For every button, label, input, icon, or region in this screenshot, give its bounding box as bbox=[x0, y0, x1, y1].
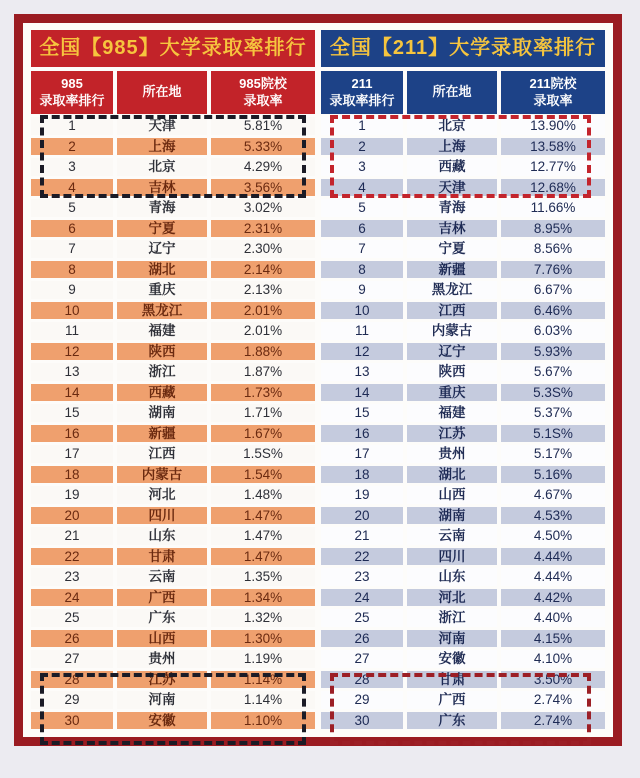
table-row bbox=[31, 527, 315, 545]
table-row bbox=[31, 609, 315, 627]
table-row bbox=[31, 240, 315, 258]
table-row bbox=[321, 281, 605, 299]
table-row bbox=[321, 138, 605, 156]
cell-province: 陕西 bbox=[407, 363, 497, 381]
cell-province: 辽宁 bbox=[117, 240, 207, 258]
cell-rank: 3 bbox=[321, 158, 403, 176]
cell-province: 内蒙古 bbox=[117, 466, 207, 484]
cell-rate: 1.88% bbox=[211, 343, 315, 361]
cell-rate: 1.34% bbox=[211, 589, 315, 607]
cell-rank: 30 bbox=[31, 712, 113, 730]
cell-rank: 29 bbox=[321, 691, 403, 709]
cell-rate: 3.02% bbox=[211, 199, 315, 217]
red-frame-border bbox=[14, 14, 622, 746]
cell-rate: 1.47% bbox=[211, 507, 315, 525]
cell-rate: 8.95% bbox=[501, 220, 605, 238]
cell-rank: 22 bbox=[31, 548, 113, 566]
table-row bbox=[321, 425, 605, 443]
cell-province: 广东 bbox=[117, 609, 207, 627]
column-header-rank: 985 录取率排行 bbox=[31, 71, 113, 114]
cell-province: 河北 bbox=[407, 589, 497, 607]
cell-province: 天津 bbox=[117, 117, 207, 135]
table-row bbox=[321, 527, 605, 545]
cell-province: 安徽 bbox=[407, 650, 497, 668]
table-row bbox=[321, 384, 605, 402]
cell-province: 湖南 bbox=[117, 404, 207, 422]
table-row bbox=[321, 507, 605, 525]
cell-province: 福建 bbox=[407, 404, 497, 422]
cell-rank: 28 bbox=[31, 671, 113, 689]
table-row bbox=[321, 712, 605, 730]
cell-rate: 5.17% bbox=[501, 445, 605, 463]
table-row bbox=[31, 486, 315, 504]
cell-rate: 1.71% bbox=[211, 404, 315, 422]
cell-rank: 14 bbox=[321, 384, 403, 402]
table-985-rows bbox=[31, 117, 315, 729]
table-row bbox=[321, 486, 605, 504]
cell-rank: 15 bbox=[321, 404, 403, 422]
table-row bbox=[31, 691, 315, 709]
cell-rate: 5.16% bbox=[501, 466, 605, 484]
table-row bbox=[31, 425, 315, 443]
cell-province: 甘肃 bbox=[407, 671, 497, 689]
cell-rank: 18 bbox=[31, 466, 113, 484]
cell-province: 陕西 bbox=[117, 343, 207, 361]
cell-rate: 4.67% bbox=[501, 486, 605, 504]
cell-province: 宁夏 bbox=[117, 220, 207, 238]
table-row bbox=[31, 671, 315, 689]
cell-province: 新疆 bbox=[117, 425, 207, 443]
cell-rank: 8 bbox=[31, 261, 113, 279]
cell-rate: 13.58% bbox=[501, 138, 605, 156]
cell-rank: 27 bbox=[321, 650, 403, 668]
cell-rate: 5.3S% bbox=[501, 384, 605, 402]
cell-rank: 27 bbox=[31, 650, 113, 668]
table-row bbox=[321, 220, 605, 238]
table-row bbox=[321, 117, 605, 135]
cell-province: 云南 bbox=[117, 568, 207, 586]
cell-province: 贵州 bbox=[117, 650, 207, 668]
cell-province: 贵州 bbox=[407, 445, 497, 463]
cell-rank: 1 bbox=[321, 117, 403, 135]
cell-rank: 19 bbox=[31, 486, 113, 504]
cell-rate: 2.31% bbox=[211, 220, 315, 238]
cell-rank: 24 bbox=[321, 589, 403, 607]
cell-rate: 1.67% bbox=[211, 425, 315, 443]
cell-province: 吉林 bbox=[117, 179, 207, 197]
cell-rank: 9 bbox=[31, 281, 113, 299]
table-row bbox=[31, 199, 315, 217]
cell-rate: 11.66% bbox=[501, 199, 605, 217]
cell-rank: 12 bbox=[31, 343, 113, 361]
table-211-title: 全国【211】大学录取率排行 bbox=[321, 30, 605, 67]
cell-rank: 19 bbox=[321, 486, 403, 504]
cell-province: 云南 bbox=[407, 527, 497, 545]
cell-rate: 12.68% bbox=[501, 179, 605, 197]
cell-rate: 2.14% bbox=[211, 261, 315, 279]
cell-rank: 16 bbox=[321, 425, 403, 443]
table-985-title: 全国【985】大学录取率排行 bbox=[31, 30, 315, 67]
table-row bbox=[321, 199, 605, 217]
cell-province: 江西 bbox=[117, 445, 207, 463]
table-row bbox=[31, 650, 315, 668]
cell-province: 青海 bbox=[407, 199, 497, 217]
table-row bbox=[321, 630, 605, 648]
cell-rate: 5.1S% bbox=[501, 425, 605, 443]
cell-rank: 12 bbox=[321, 343, 403, 361]
cell-rank: 17 bbox=[31, 445, 113, 463]
table-row bbox=[31, 281, 315, 299]
cell-province: 湖北 bbox=[117, 261, 207, 279]
cell-province: 重庆 bbox=[407, 384, 497, 402]
cell-province: 西藏 bbox=[117, 384, 207, 402]
cell-rank: 11 bbox=[321, 322, 403, 340]
cell-province: 北京 bbox=[407, 117, 497, 135]
cell-province: 山东 bbox=[117, 527, 207, 545]
table-row bbox=[31, 384, 315, 402]
table-211-rows bbox=[321, 117, 605, 729]
cell-rank: 25 bbox=[321, 609, 403, 627]
cell-rate: 4.15% bbox=[501, 630, 605, 648]
cell-rate: 1.32% bbox=[211, 609, 315, 627]
cell-rate: 7.76% bbox=[501, 261, 605, 279]
cell-rank: 22 bbox=[321, 548, 403, 566]
cell-rank: 26 bbox=[321, 630, 403, 648]
cell-province: 山东 bbox=[407, 568, 497, 586]
cell-rank: 28 bbox=[321, 671, 403, 689]
cell-rate: 2.30% bbox=[211, 240, 315, 258]
table-row bbox=[31, 261, 315, 279]
table-row bbox=[321, 445, 605, 463]
cell-province: 广东 bbox=[407, 712, 497, 730]
cell-rate: 6.03% bbox=[501, 322, 605, 340]
cell-rank: 6 bbox=[321, 220, 403, 238]
cell-province: 湖南 bbox=[407, 507, 497, 525]
cell-rank: 21 bbox=[31, 527, 113, 545]
table-row bbox=[31, 507, 315, 525]
cell-province: 北京 bbox=[117, 158, 207, 176]
cell-province: 江苏 bbox=[117, 671, 207, 689]
cell-rate: 1.14% bbox=[211, 691, 315, 709]
cell-province: 福建 bbox=[117, 322, 207, 340]
cell-province: 河北 bbox=[117, 486, 207, 504]
table-row bbox=[321, 568, 605, 586]
table-row bbox=[321, 302, 605, 320]
cell-province: 上海 bbox=[117, 138, 207, 156]
cell-rank: 7 bbox=[321, 240, 403, 258]
cell-rate: 2.74% bbox=[501, 712, 605, 730]
cell-province: 安徽 bbox=[117, 712, 207, 730]
table-985 bbox=[31, 30, 315, 732]
cell-rank: 29 bbox=[31, 691, 113, 709]
cell-rate: 4.44% bbox=[501, 548, 605, 566]
cell-rate: 1.87% bbox=[211, 363, 315, 381]
cell-province: 广西 bbox=[407, 691, 497, 709]
cell-rank: 2 bbox=[31, 138, 113, 156]
cell-province: 新疆 bbox=[407, 261, 497, 279]
column-header-province: 所在地 bbox=[117, 71, 207, 114]
table-row bbox=[31, 179, 315, 197]
cell-rank: 23 bbox=[321, 568, 403, 586]
cell-rate: 4.10% bbox=[501, 650, 605, 668]
table-row bbox=[31, 158, 315, 176]
table-row bbox=[321, 589, 605, 607]
cell-rate: 6.67% bbox=[501, 281, 605, 299]
cell-rank: 13 bbox=[321, 363, 403, 381]
cell-rate: 2.01% bbox=[211, 322, 315, 340]
cell-rate: 1.47% bbox=[211, 527, 315, 545]
cell-rate: 4.42% bbox=[501, 589, 605, 607]
cell-rate: 5.37% bbox=[501, 404, 605, 422]
cell-rank: 3 bbox=[31, 158, 113, 176]
cell-rate: 3.50% bbox=[501, 671, 605, 689]
cell-province: 山西 bbox=[407, 486, 497, 504]
cell-rank: 16 bbox=[31, 425, 113, 443]
table-row bbox=[31, 548, 315, 566]
cell-rank: 21 bbox=[321, 527, 403, 545]
cell-rate: 4.29% bbox=[211, 158, 315, 176]
table-row bbox=[31, 712, 315, 730]
cell-rate: 6.46% bbox=[501, 302, 605, 320]
cell-rate: 1.30% bbox=[211, 630, 315, 648]
tables-container bbox=[23, 23, 613, 739]
cell-rate: 2.74% bbox=[501, 691, 605, 709]
cell-province: 江苏 bbox=[407, 425, 497, 443]
cell-rank: 10 bbox=[31, 302, 113, 320]
table-row bbox=[31, 568, 315, 586]
cell-rank: 20 bbox=[31, 507, 113, 525]
cell-province: 浙江 bbox=[407, 609, 497, 627]
cell-rank: 14 bbox=[31, 384, 113, 402]
cell-rate: 4.44% bbox=[501, 568, 605, 586]
cell-rate: 5.81% bbox=[211, 117, 315, 135]
table-row bbox=[321, 548, 605, 566]
cell-rate: 1.19% bbox=[211, 650, 315, 668]
table-row bbox=[321, 240, 605, 258]
table-row bbox=[321, 158, 605, 176]
cell-province: 黑龙江 bbox=[117, 302, 207, 320]
cell-rank: 4 bbox=[321, 179, 403, 197]
cell-province: 四川 bbox=[407, 548, 497, 566]
cell-rate: 13.90% bbox=[501, 117, 605, 135]
cell-province: 吉林 bbox=[407, 220, 497, 238]
table-row bbox=[321, 691, 605, 709]
cell-rank: 6 bbox=[31, 220, 113, 238]
table-985-column-headers bbox=[31, 71, 315, 114]
cell-province: 重庆 bbox=[117, 281, 207, 299]
table-row bbox=[321, 466, 605, 484]
cell-rate: 1.10% bbox=[211, 712, 315, 730]
cell-province: 江西 bbox=[407, 302, 497, 320]
cell-rate: 2.01% bbox=[211, 302, 315, 320]
column-header-rank: 211 录取率排行 bbox=[321, 71, 403, 114]
cell-rate: 3.56% bbox=[211, 179, 315, 197]
column-header-rate: 985院校 录取率 bbox=[211, 71, 315, 114]
table-row bbox=[321, 671, 605, 689]
cell-rank: 5 bbox=[321, 199, 403, 217]
table-211-column-headers bbox=[321, 71, 605, 114]
cell-rank: 15 bbox=[31, 404, 113, 422]
cell-province: 湖北 bbox=[407, 466, 497, 484]
table-row bbox=[31, 363, 315, 381]
table-row bbox=[321, 363, 605, 381]
cell-rate: 1.48% bbox=[211, 486, 315, 504]
cell-province: 四川 bbox=[117, 507, 207, 525]
cell-rank: 4 bbox=[31, 179, 113, 197]
cell-rate: 5.67% bbox=[501, 363, 605, 381]
table-row bbox=[31, 404, 315, 422]
cell-rank: 30 bbox=[321, 712, 403, 730]
table-row bbox=[321, 404, 605, 422]
column-header-rate: 211院校 录取率 bbox=[501, 71, 605, 114]
cell-rate: 4.40% bbox=[501, 609, 605, 627]
table-row bbox=[321, 343, 605, 361]
cell-rank: 5 bbox=[31, 199, 113, 217]
cell-rate: 1.5S% bbox=[211, 445, 315, 463]
cell-rate: 8.56% bbox=[501, 240, 605, 258]
cell-rank: 17 bbox=[321, 445, 403, 463]
cell-province: 广西 bbox=[117, 589, 207, 607]
table-row bbox=[31, 630, 315, 648]
cell-rank: 20 bbox=[321, 507, 403, 525]
cell-rate: 1.14% bbox=[211, 671, 315, 689]
table-row bbox=[31, 220, 315, 238]
table-row bbox=[31, 589, 315, 607]
table-row bbox=[31, 466, 315, 484]
cell-rank: 25 bbox=[31, 609, 113, 627]
column-header-province: 所在地 bbox=[407, 71, 497, 114]
cell-rank: 7 bbox=[31, 240, 113, 258]
table-row bbox=[31, 117, 315, 135]
table-row bbox=[321, 650, 605, 668]
table-row bbox=[321, 609, 605, 627]
cell-rank: 11 bbox=[31, 322, 113, 340]
cell-rate: 5.93% bbox=[501, 343, 605, 361]
cell-province: 河南 bbox=[407, 630, 497, 648]
cell-rank: 2 bbox=[321, 138, 403, 156]
cell-province: 浙江 bbox=[117, 363, 207, 381]
cell-rank: 23 bbox=[31, 568, 113, 586]
cell-rank: 8 bbox=[321, 261, 403, 279]
table-211 bbox=[321, 30, 605, 732]
cell-rank: 18 bbox=[321, 466, 403, 484]
cell-province: 西藏 bbox=[407, 158, 497, 176]
cell-rate: 5.33% bbox=[211, 138, 315, 156]
cell-rate: 2.13% bbox=[211, 281, 315, 299]
table-row bbox=[321, 322, 605, 340]
cell-province: 宁夏 bbox=[407, 240, 497, 258]
cell-rate: 1.54% bbox=[211, 466, 315, 484]
table-row bbox=[31, 343, 315, 361]
cell-province: 青海 bbox=[117, 199, 207, 217]
cell-province: 内蒙古 bbox=[407, 322, 497, 340]
cell-rank: 9 bbox=[321, 281, 403, 299]
cell-rate: 1.35% bbox=[211, 568, 315, 586]
cell-rate: 12.77% bbox=[501, 158, 605, 176]
table-row bbox=[31, 138, 315, 156]
cell-province: 黑龙江 bbox=[407, 281, 497, 299]
cell-province: 山西 bbox=[117, 630, 207, 648]
cell-rank: 26 bbox=[31, 630, 113, 648]
cell-province: 甘肃 bbox=[117, 548, 207, 566]
table-row bbox=[31, 322, 315, 340]
table-row bbox=[321, 179, 605, 197]
cell-province: 辽宁 bbox=[407, 343, 497, 361]
cell-rank: 1 bbox=[31, 117, 113, 135]
table-row bbox=[321, 261, 605, 279]
cell-rank: 13 bbox=[31, 363, 113, 381]
cell-province: 上海 bbox=[407, 138, 497, 156]
cell-rate: 1.47% bbox=[211, 548, 315, 566]
cell-rank: 10 bbox=[321, 302, 403, 320]
cell-rate: 4.53% bbox=[501, 507, 605, 525]
cell-rate: 4.50% bbox=[501, 527, 605, 545]
table-row bbox=[31, 445, 315, 463]
cell-rate: 1.73% bbox=[211, 384, 315, 402]
cell-rank: 24 bbox=[31, 589, 113, 607]
table-row bbox=[31, 302, 315, 320]
cell-province: 河南 bbox=[117, 691, 207, 709]
cell-province: 天津 bbox=[407, 179, 497, 197]
